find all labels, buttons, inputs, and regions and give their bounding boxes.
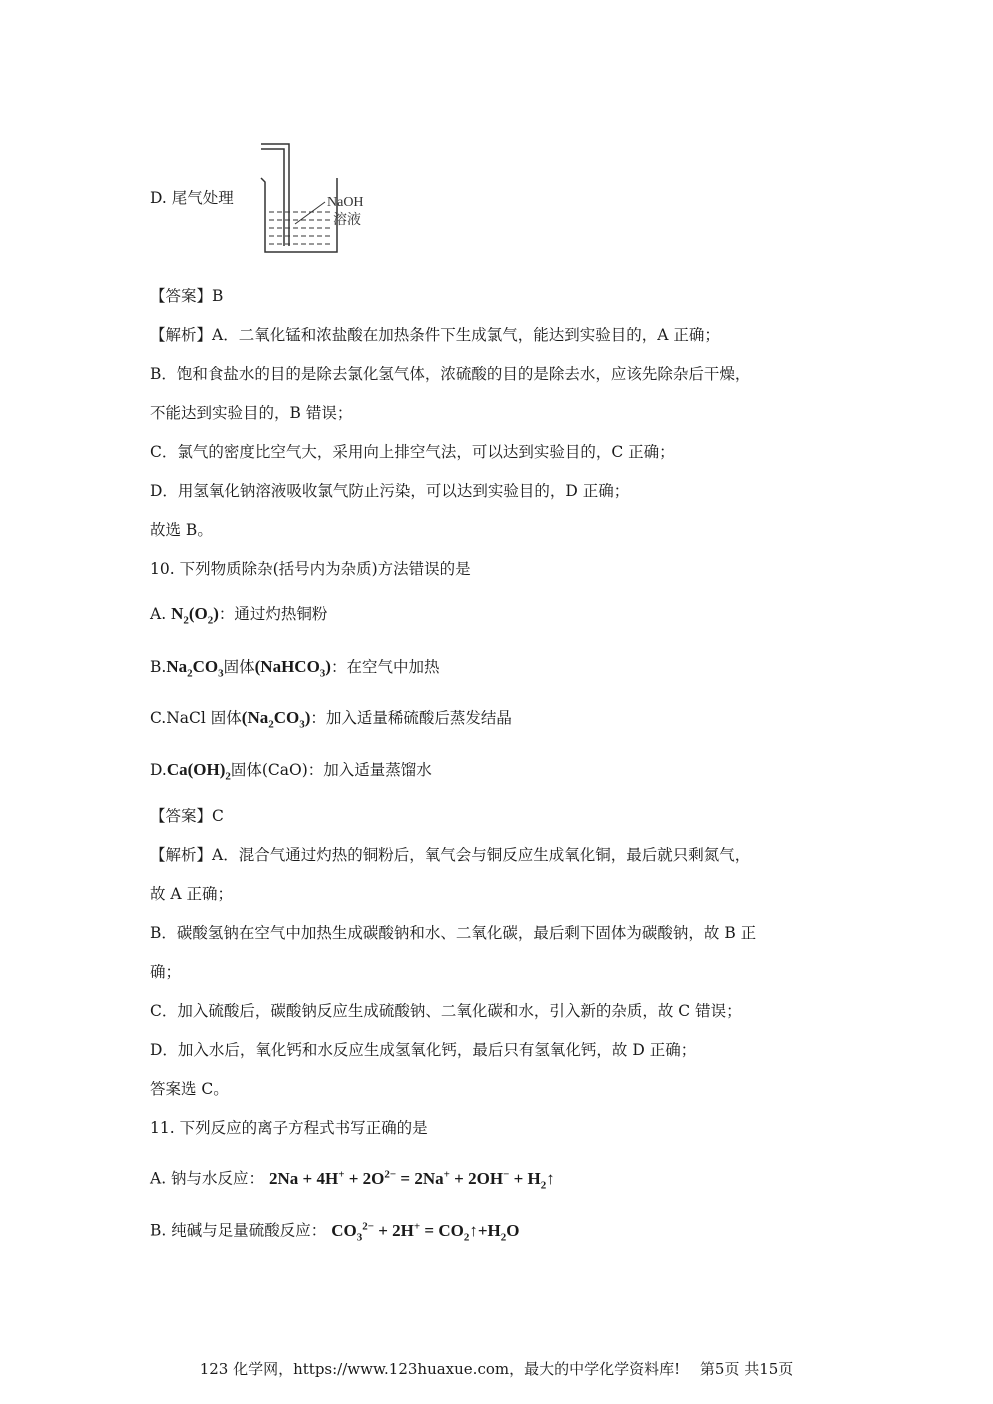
q11-a-equation: $2Na + 4H^+ + 2O^{2-} = 2Na^+ + 2OH^-$ + $H_2↑$ bbox=[269, 1168, 555, 1192]
q10-option-b bbox=[150, 657, 439, 683]
q10-b-suffix: ：在空气中加热 bbox=[330, 658, 440, 676]
q10-a-formula: $N_2(O_2)$ bbox=[171, 604, 219, 627]
q10-d-prefix: D. bbox=[150, 761, 167, 779]
q10-d-formula: $Ca(OH)_2$ bbox=[166, 760, 231, 783]
q11-option-b bbox=[150, 1216, 520, 1247]
q10-d-suffix: ：加入适量蒸馏水 bbox=[307, 761, 432, 779]
q10-b-prefix: B. bbox=[150, 658, 167, 676]
q10-c-suffix: ：加入适量稀硫酸后蒸发结晶 bbox=[310, 709, 512, 727]
q9-analysis-line-1: 【解析】A．二氧化锰和浓盐酸在加热条件下生成氯气，能达到实验目的，A 正确； bbox=[150, 326, 720, 344]
beaker-apparatus-figure bbox=[255, 140, 385, 260]
q9-answer: 【答案】B bbox=[150, 287, 224, 305]
page-footer: 123 化学网，https://www.123huaxue.com，最大的中学化学资料库! 第5页 共15页 bbox=[199, 1360, 794, 1378]
q9-analysis-line-6: 故选 B。 bbox=[150, 521, 213, 539]
q10-b-formula-2: (NaHCO$_3$) bbox=[254, 657, 331, 680]
q10-a-suffix: ：通过灼热铜粉 bbox=[218, 605, 328, 623]
q11-b-equation: $CO_3^{2-} + 2H^+$ = $CO_2↑+H_2O$ bbox=[331, 1220, 520, 1244]
q10-option-c bbox=[150, 708, 512, 734]
q10-b-formula-1: $Na_2CO_3$ bbox=[166, 657, 224, 680]
q10-b-mid: 固体 bbox=[223, 658, 255, 676]
q9-analysis-line-3: 不能达到实验目的，B 错误； bbox=[150, 404, 353, 422]
q10-option-d bbox=[150, 760, 432, 786]
q11-a-label: A. 钠与水反应： bbox=[150, 1169, 265, 1188]
q10-c-prefix: C.NaCl 固体 bbox=[150, 709, 242, 727]
q10-analysis-line-7: 答案选 C。 bbox=[150, 1080, 229, 1098]
q10-answer: 【答案】C bbox=[150, 807, 224, 825]
q10-analysis-line-2: 故 A 正确； bbox=[150, 885, 234, 903]
fig-label-naoh: NaOH bbox=[327, 195, 364, 210]
q10-c-formula: $(Na_2CO_3)$ bbox=[241, 708, 311, 731]
q9-analysis-line-2: B．饱和食盐水的目的是除去氯化氢气体，浓硫酸的目的是除去水，应该先除杂后干燥， bbox=[150, 365, 751, 383]
q10-option-a bbox=[150, 604, 327, 630]
q9-analysis-line-5: D．用氢氧化钠溶液吸收氯气防止污染，可以达到实验目的，D 正确； bbox=[150, 482, 630, 500]
q9-option-d-label: D. 尾气处理 bbox=[150, 189, 234, 207]
q11-b-label: B. 纯碱与足量硫酸反应： bbox=[150, 1221, 327, 1240]
q11-option-a bbox=[150, 1164, 555, 1195]
q10-analysis-line-5: C．加入硫酸后，碳酸钠反应生成硫酸钠、二氧化碳和水，引入新的杂质，故 C 错误； bbox=[150, 1002, 742, 1020]
q10-d-mid: 固体(CaO) bbox=[230, 761, 308, 779]
q9-analysis-line-4: C．氯气的密度比空气大，采用向上排空气法，可以达到实验目的，C 正确； bbox=[150, 443, 675, 461]
q10-analysis-line-6: D．加入水后，氧化钙和水反应生成氢氧化钙，最后只有氢氧化钙，故 D 正确； bbox=[150, 1041, 697, 1059]
q10-stem: 10. 下列物质除杂(括号内为杂质)方法错误的是 bbox=[150, 560, 471, 578]
q10-a-prefix: A. bbox=[150, 605, 167, 623]
q10-analysis-line-3: B．碳酸氢钠在空气中加热生成碳酸钠和水、二氧化碳，最后剩下固体为碳酸钠，故 B 正 bbox=[150, 924, 757, 942]
q11-stem: 11. 下列反应的离子方程式书写正确的是 bbox=[150, 1119, 428, 1137]
fig-label-solution: 溶液 bbox=[333, 213, 361, 228]
q10-analysis-line-4: 确； bbox=[150, 963, 182, 981]
q10-analysis-line-1: 【解析】A．混合气通过灼热的铜粉后，氧气会与铜反应生成氧化铜，最后就只剩氮气， bbox=[150, 846, 751, 864]
